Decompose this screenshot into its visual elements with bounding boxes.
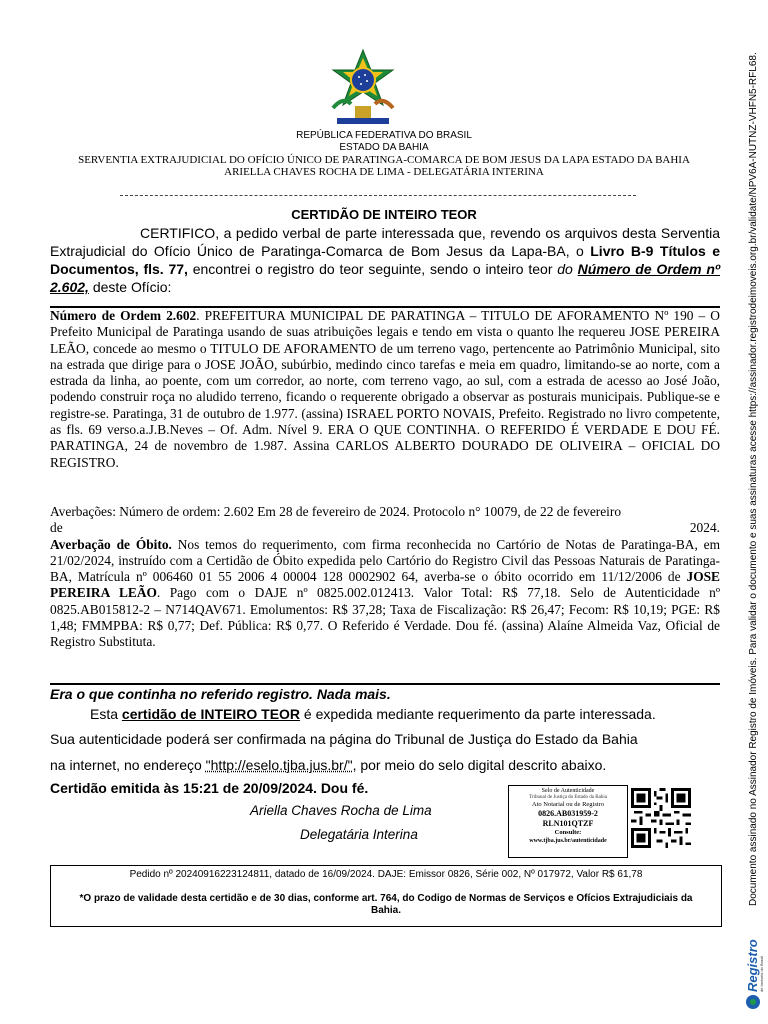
seal-tribunal: Tribunal de Justiça do Estado da Bahia (529, 795, 607, 800)
seal-code-2: RLN101QTZF (542, 819, 594, 828)
intro-paragraph (50, 224, 720, 296)
coat-of-arms-icon (323, 48, 403, 128)
averbacoes-line2-de: de (50, 520, 63, 536)
header-office: SERVENTIA EXTRAJUDICIAL DO OFÍCIO ÚNICO DE PARATINGA-COMARCA DE BOM JESUS DA LAPA ESTADO DA BAHIA (78, 154, 690, 166)
registro-logo (741, 918, 765, 1014)
eselo-link[interactable]: "http://eselo.tjba.jus.br/" (205, 757, 353, 773)
averbacoes-line2-year: 2024. (689, 520, 720, 536)
obito-text-2: . Pago com o DAJE nº 0825.002.012413. Valor Total: R$ 77,18. Selo de Autenticidade nº 0825.AB015812-2 – N714QAV671. Emolumentos: R$ 37,28; Taxa de Fiscalização: R$ 26,47; Fecom: R$ 10,19; PGE: R$ 1,48; FMMPBA: R$ 0,77; Def. Pública: R$ 0,77. O Referido é Verdade. Dou fé. (assina) Alaíne Almeida Vaz, Oficial de Registro Substituta. (50, 585, 720, 650)
averbacoes-line1: Averbações: Número de ordem: 2.602 Em 28 de fevereiro de 2024. Protocolo n° 10079, de 22 de fevereiro (50, 504, 622, 519)
closing-era: Era o que continha no referido registro. Nada mais. (50, 686, 391, 702)
seal-code-1: 0826.AB031959-2 (538, 809, 598, 818)
seal-ato: Ato Notarial ou de Registro (531, 801, 605, 808)
seal-site: www.tjba.jus.br/autenticidade (529, 838, 607, 844)
closing-autenticidade: Sua autenticidade poderá ser confirmada na página do Tribunal de Justiça do Estado da Bahia (50, 731, 638, 747)
registro-logo-icon (741, 918, 765, 1014)
authenticity-seal (508, 785, 628, 858)
signer-role: Delegatária Interina (300, 827, 418, 842)
footer-pedido: Pedido nº 20240916223124811, datado de 16/09/2024. DAJE: Emissor 0826, Série 002, Nº 017972, Valor R$ 61,78 (129, 869, 643, 880)
footer-prazo: *O prazo de validade desta certidão e de 30 dias, conforme art. 764, do Codigo de Normas de Serviços e Ofícios Extrajudiciais da Bahia. (79, 893, 693, 916)
seal-title: Selo de Autenticidade (541, 788, 595, 794)
obito-text-1: Nos temos do requerimento, com firma reconhecida no Cartório de Notas de Paratinga-BA, em 21/02/2024, instruído com a Certidão de Óbito expedida pelo Cartório do Registro Civil das Pessoas Naturais de Paratinga-BA, Matrícula nº 006460 01 55 2006 4 00004 128 0002902 64, averba-se o óbito ocorrido em 11/12/2006 de (50, 536, 721, 585)
intro-do: do (557, 261, 578, 277)
registro-logo-text: Registro (745, 939, 760, 992)
registro-label: Número de Ordem 2.602 (50, 308, 197, 323)
footer-box (50, 865, 722, 927)
closing-emitida: Certidão emitida às 15:21 de 20/09/2024. Dou fé. (50, 780, 369, 796)
document-title: CERTIDÃO DE INTEIRO TEOR (291, 207, 477, 222)
intro-text-2: encontrei o registro do teor seguinte, sendo o inteiro teor (187, 261, 558, 277)
header-divider (120, 195, 636, 196)
side-validation-text: Documento assinado no Assinador Registro de Imóveis. Para validar o documento e suas assinaturas acesse https://assinador.registrodeimoveis.org.br/validate/NPV6A-NUTNZ-VHFN5-RFL68. (748, 52, 759, 906)
qr-code-icon[interactable] (631, 788, 691, 848)
intro-text-1: CERTIFICO, a pedido verbal de parte interessada que, revendo os arquivos desta Serventia Extrajudicial do Ofício Único de Paratinga-Comarca de Bom Jesus da Lapa-BA, o (50, 225, 720, 259)
registro-text: . PREFEITURA MUNICIPAL DE PARATINGA – TITULO DE AFORAMENTO Nº 190 – O Prefeito Municipal de Paratinga usando de suas atribuições legais e tendo em vista o quanto lhe requereu JOSE PEREIRA LEÃO, concede ao mesmo o TITULO DE AFORAMENTO de um terreno vago, pertencente ao Patrimônio Municipal, sito na estrada que dirige para o JOSE JOÃO, subúrbio, medindo cinco tarefas e meia em quadro, limitando-se ao norte, com a estrada da linha, ao poente, com um corredor, ao norte, com terreno vago, ao sul, com a estrada de acesso ao José João, podendo construir roça no aludido terreno, ficando o requerente obrigado a observar as posturais municipais. Publique-se e registre-se. Paratinga, 31 de outubro de 1.977. (assina) ISRAEL PORTO NOVAIS, Prefeito. Registrado no livro competente, as fls. 69 verso.a.J.B.Neves – Of. Adm. Nível 9. ERA O QUE CONTINHA. O REFERIDO É VERDADE E DOU FÉ. PARATINGA, 24 de novembro de 1.987. Assina CARLOS ALBERTO DOURADO DE OLIVEIRA – OFICIAL DO REGISTRO. (50, 308, 720, 470)
header-state: ESTADO DA BAHIA (339, 142, 429, 153)
registro-paragraph (50, 308, 720, 471)
obito-label: Averbação de Óbito. (50, 536, 172, 552)
intro-text-3: deste Ofício: (88, 279, 172, 295)
closing-internet: na internet, no endereço (50, 757, 206, 773)
intro-livro: Livro B-9 Títulos e Documentos, fls. 77, (50, 243, 721, 277)
closing-certidao: certidão de INTEIRO TEOR (121, 706, 301, 722)
closing-expedida: é expedida mediante requerimento da parte interessada. (300, 706, 656, 722)
closing-url-rest: , por meio do selo digital descrito abaixo. (352, 757, 607, 773)
signer-name: Ariella Chaves Rocha de Lima (250, 803, 432, 818)
header-officer: ARIELLA CHAVES ROCHA DE LIMA - DELEGATÁRIA INTERINA (224, 166, 544, 178)
header-country: REPÚBLICA FEDERATIVA DO BRASIL (296, 130, 472, 141)
obito-name: JOSE PEREIRA LEÃO (50, 569, 720, 601)
closing-esta: Esta (90, 706, 122, 722)
averbacoes-section (50, 504, 720, 651)
intro-ordem: Número de Ordem nº 2.602, (50, 261, 720, 295)
seal-consulte: Consulte: (554, 829, 582, 836)
registro-logo-subtext: de Imóveis do Brasil (759, 955, 764, 992)
